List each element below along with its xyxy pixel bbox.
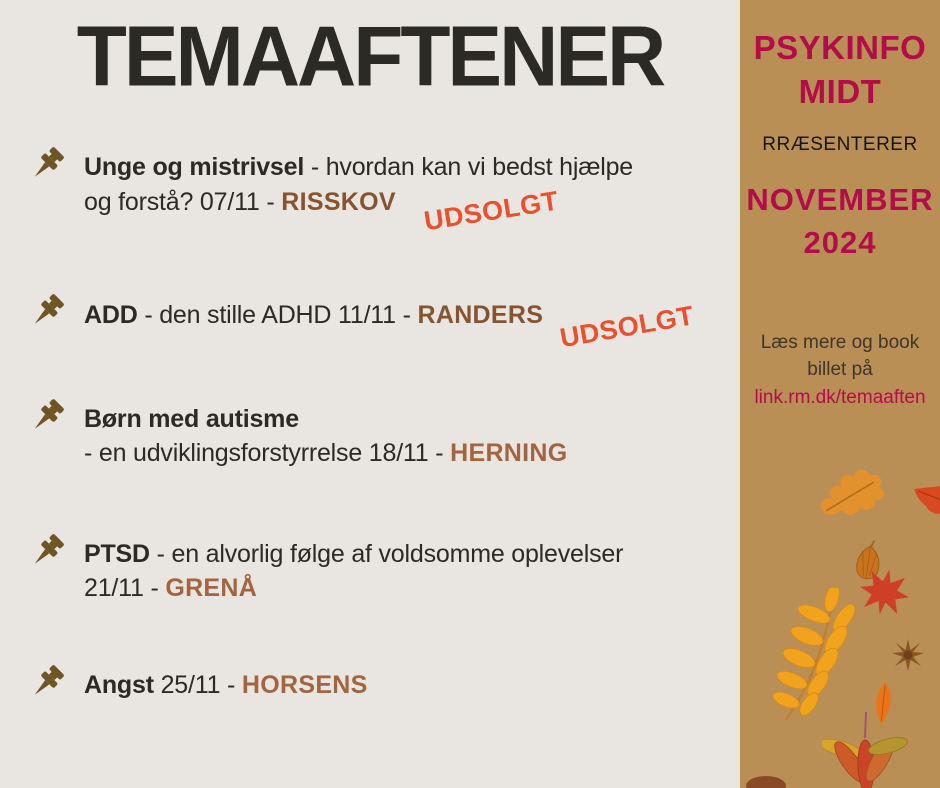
event-title: ADD [84, 301, 138, 329]
event-desc: - en alvorlig følge af voldsomme oplevelser [149, 540, 624, 568]
pushpin-icon [26, 143, 68, 219]
event-item-ptsd [26, 537, 716, 605]
event-item-boern-med-autisme [26, 402, 716, 470]
booking-link[interactable]: link.rm.dk/temaaften [754, 386, 926, 408]
event-title: Børn med autisme [84, 405, 299, 433]
pushpin-icon [26, 395, 68, 470]
event-item-unge-og-mistrivsel [26, 150, 716, 237]
cta-text [740, 329, 940, 384]
event-desc: - en udviklingsforstyrrelse 18/11 - [84, 439, 451, 467]
month-label [740, 179, 940, 265]
cta-line2: billet på [807, 359, 873, 381]
event-item-add [26, 297, 716, 354]
event-item-angst [26, 668, 716, 708]
brand-line1: PSYKINFO [753, 29, 927, 66]
event-title: Unge og mistrivsel [84, 153, 305, 181]
oak-leaf-icon [811, 460, 892, 531]
event-text [84, 402, 568, 470]
event-desc: 21/11 - [84, 574, 166, 602]
month-line1: NOVEMBER [746, 182, 934, 218]
presents-label: RRÆSENTERER [762, 134, 918, 156]
event-text [84, 537, 623, 605]
pushpin-icon [26, 290, 68, 337]
page-title: TEMAAFTENER [76, 9, 664, 104]
event-text [84, 297, 697, 354]
brand-line2: MIDT [798, 72, 882, 110]
event-desc: - hvordan kan vi bedst hjælpe [304, 153, 633, 181]
event-text [84, 150, 633, 237]
event-location: GRENÅ [165, 574, 258, 602]
event-desc: og forstå? 07/11 - [84, 188, 282, 216]
creeper-leaf-icon [822, 710, 908, 788]
event-desc: 25/11 - [153, 671, 242, 699]
star-anise-icon [890, 637, 926, 678]
sidebar [740, 0, 940, 788]
clipped-leaf-icon [744, 772, 788, 788]
cta-line1: Læs mere og book [760, 331, 920, 353]
event-title: PTSD [84, 540, 150, 568]
month-line2: 2024 [803, 224, 877, 260]
pushpin-icon [26, 530, 68, 605]
event-location: HORSENS [241, 671, 368, 699]
soldout-badge: UDSOLGT [421, 185, 561, 237]
event-title: Angst [84, 671, 154, 699]
event-desc: - den stille ADHD 11/11 - [137, 301, 418, 329]
red-corner-leaf-icon [912, 483, 940, 530]
event-text [84, 668, 368, 708]
event-location: RANDERS [417, 301, 544, 329]
soldout-badge: UDSOLGT [557, 300, 697, 354]
event-location: HERNING [450, 439, 568, 467]
pushpin-icon [26, 661, 68, 708]
event-location: RISSKOV [281, 188, 396, 216]
brand-title [740, 26, 940, 113]
